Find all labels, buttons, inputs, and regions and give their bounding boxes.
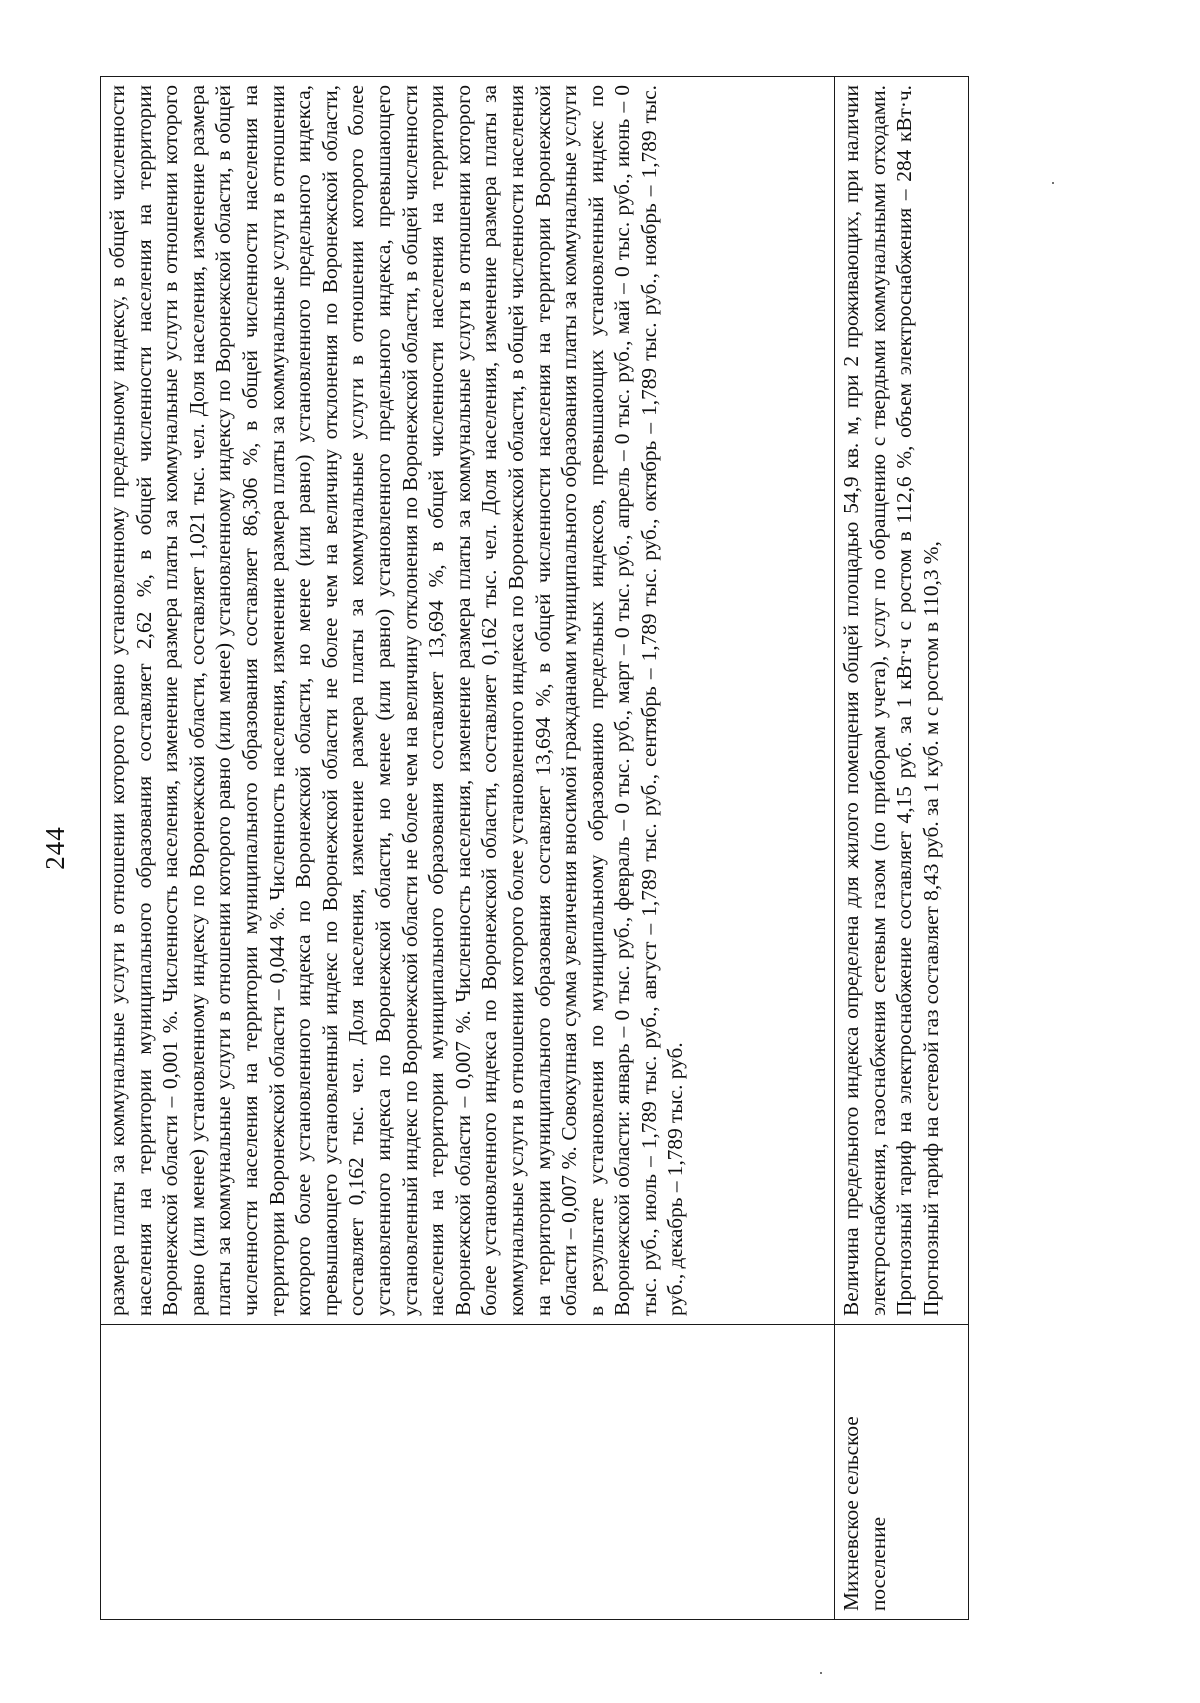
index-table bbox=[100, 76, 969, 1620]
rotated-document-page bbox=[40, 76, 980, 1620]
table-row bbox=[835, 77, 969, 1620]
page-number: 244 bbox=[40, 826, 70, 870]
scan-speck bbox=[1052, 182, 1054, 184]
settlement-cell: Михневское сельское поселение bbox=[835, 1325, 969, 1620]
description-cell: размера платы за коммунальные услуги в отношении которого равно установленному предельному индексу, в общей численности населения на территории муниципального образования составляет 2,62 %, в общей численности населения на территории Воронежской области – 0,001 %. Численность населения, изменение размера платы за коммунальные услуги в отношении которого равно (или менее) установленному индексу по Воронежской области, составляет 1,021 тыс. чел. Доля населения, изменение размера платы за коммунальные услуги в отношении которого равно (или менее) установленному индексу по Воронежской области, в общей численности населения на территории муниципального образования составляет 86,306 %, в общей численности населения на территории Воронежской области – 0,044 %. Численность населения, изменение размера платы за коммунальные услуги в отношении которого более установленного индекса по Воронежской области, но менее (или равно) установленного предельного индекса, превышающего установленный индекс по Воронежской области не более чем на величину отклонения по Воронежской области, составляет 0,162 тыс. чел. Доля населения, изменение размера платы за коммунальные услуги в отношении которого более установленного индекса по Воронежской области, но менее (или равно) установленного предельного индекса, превышающего установленный индекс по Воронежской области не более чем на величину отклонения по Воронежской области, в общей численности населения на территории муниципального образования составляет 13,694 %, в общей численности населения на территории Воронежской области – 0,007 %. Численность населения, изменение размера платы за коммунальные услуги в отношении которого более установленного индекса по Воронежской области, составляет 0,162 тыс. чел. Доля населения, изменение размера платы за коммунальные услуги в отношении которого более установленного индекса по Воронежской области, в общей численности населения на территории муниципального образования составляет 13,694 %, в общей численности населения на территории Воронежской области – 0,007 %. Совокупная сумма увеличения вносимой гражданами муниципального образования платы за коммунальные услуги в результате установления по муниципальному образованию предельных индексов, превышающих установленный индекс по Воронежской области: январь – 0 тыс. руб., февраль – 0 тыс. руб., март – 0 тыс. руб., апрель – 0 тыс. руб., май – 0 тыс. руб., июнь – 0 тыс. руб., июль – 1,789 тыс. руб., август – 1,789 тыс. руб., сентябрь – 1,789 тыс. руб., октябрь – 1,789 тыс. руб., ноябрь – 1,789 тыс. руб., декабрь – 1,789 тыс. руб. bbox=[101, 77, 835, 1325]
description-cell: Величина предельного индекса определена для жилого помещения общей площадью 54,9 кв. м, при 2 проживающих, при наличии электроснабжения, газоснабжения сетевым газом (по приборам учета), услуг по обращению с твердыми коммунальными отходами. Прогнозный тариф на электроснабжение составляет 4,15 руб. за 1 кВт·ч с ростом в 112,6 %, объем электроснабжения – 284 кВт·ч. Прогнозный тариф на сетевой газ составляет 8,43 руб. за 1 куб. м с ростом в 110,3 %, bbox=[835, 77, 969, 1325]
settlement-cell bbox=[101, 1325, 835, 1620]
table-row bbox=[101, 77, 835, 1620]
scan-speck bbox=[820, 1672, 822, 1674]
